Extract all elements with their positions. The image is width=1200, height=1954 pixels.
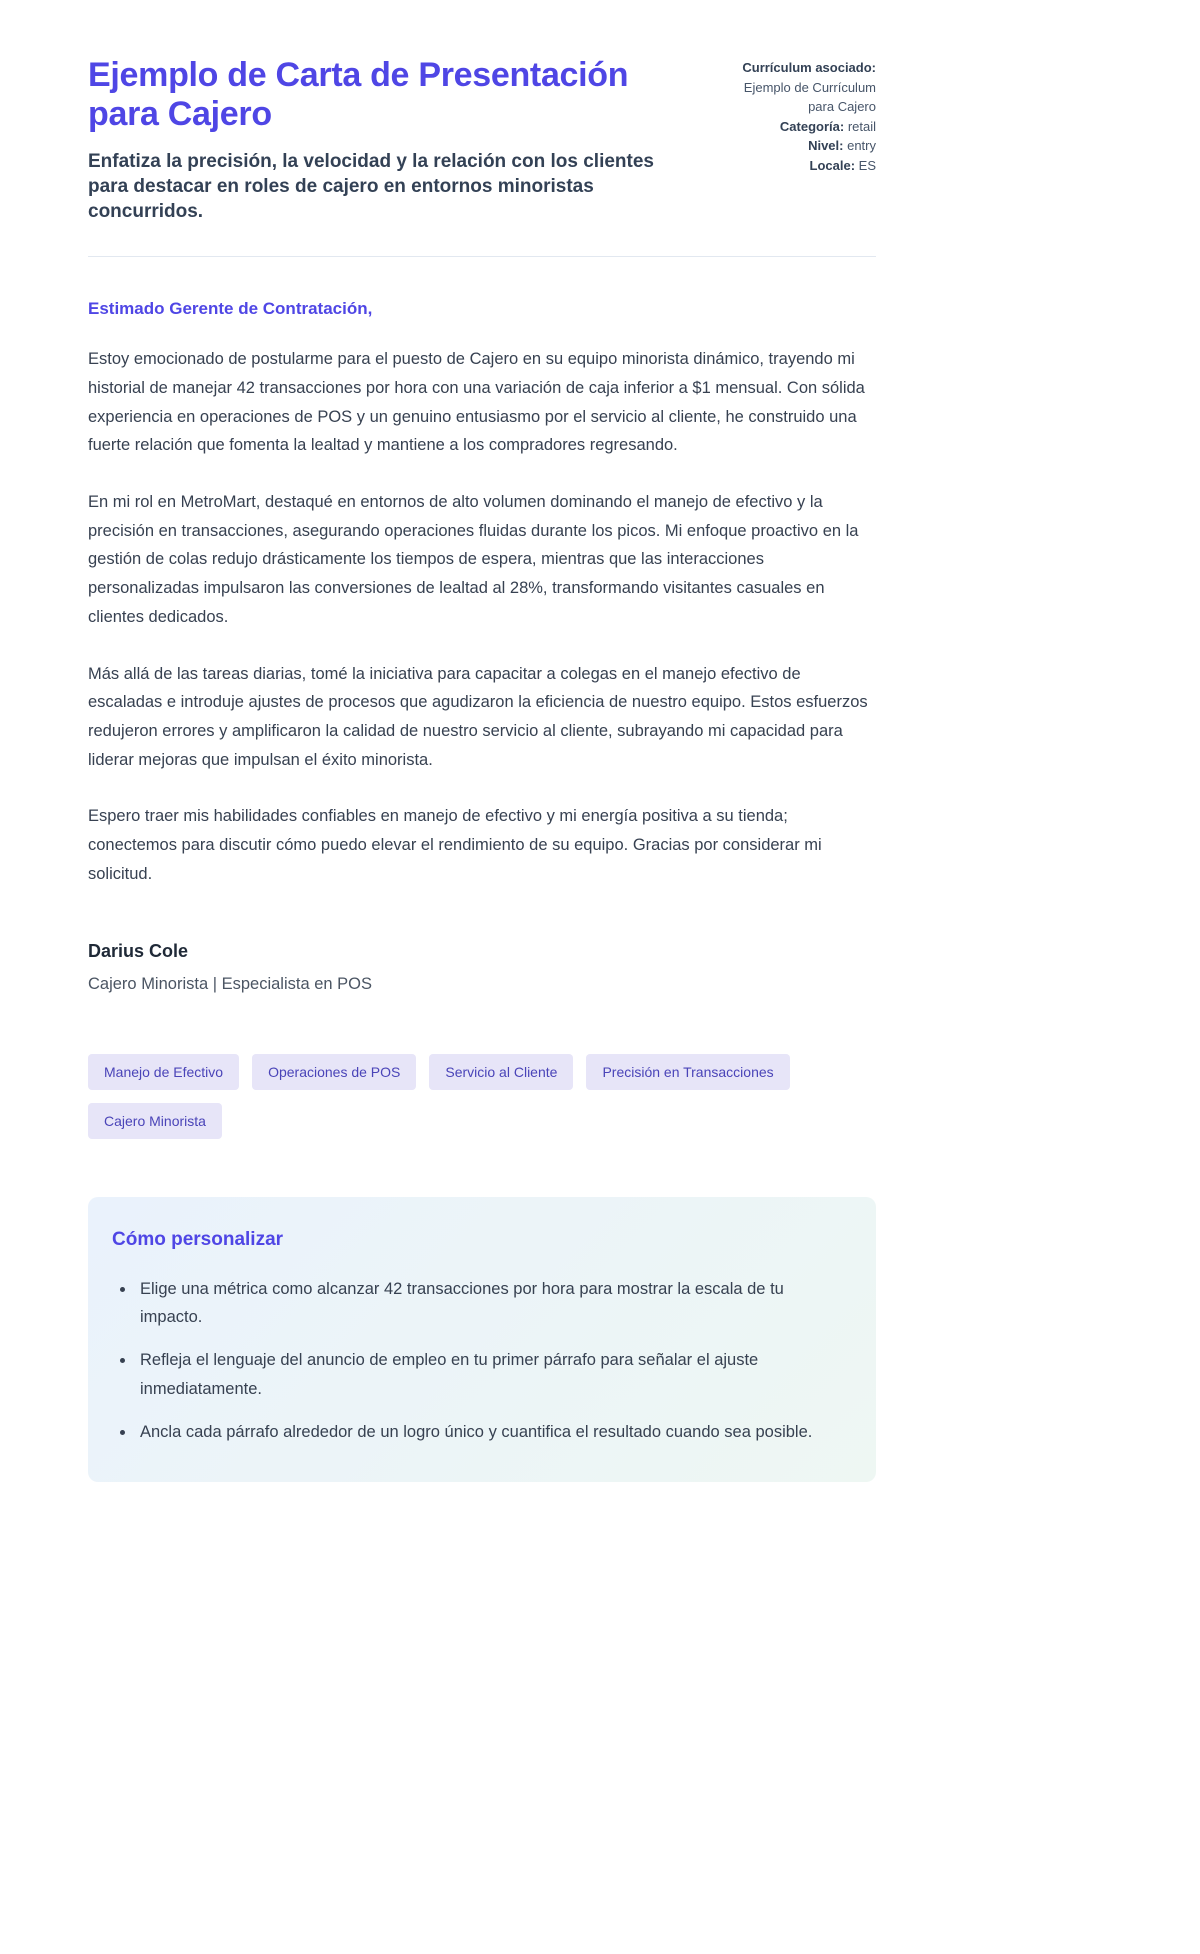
meta-value: retail xyxy=(847,118,876,134)
meta-row-categoria xyxy=(718,117,876,137)
tips-list xyxy=(112,1275,836,1447)
header-main xyxy=(88,56,688,224)
meta-value: Ejemplo de Currículum para Cajero xyxy=(743,79,876,114)
tip-item-2: • Refleja el lenguaje del anuncio de empleo en tu primer párrafo para señalar el ajuste inmediatamente. xyxy=(136,1346,836,1403)
tag-chip-servicio-al-cliente[interactable]: Servicio al Cliente xyxy=(429,1054,573,1090)
letter-body xyxy=(88,299,876,993)
letter-paragraph-3: Más allá de las tareas diarias, tomé la iniciativa para capacitar a colegas en el manejo efectivo de escaladas e introduje ajustes de procesos que agudizaron la eficiencia de nuestro equipo. Estos esfuerzos redujeron errores y amplificaron la calidad de nuestro servicio al cliente, subrayando mi capacidad para liderar mejoras que impulsan el éxito minorista. xyxy=(88,664,868,769)
signature-role: Cajero Minorista | Especialista en POS xyxy=(88,974,372,993)
tag-chip-cajero-minorista[interactable]: Cajero Minorista xyxy=(88,1103,222,1139)
divider xyxy=(88,256,876,257)
signature-block xyxy=(88,941,876,994)
meta-value: ES xyxy=(858,157,876,173)
tag-chip-precision-en-transacciones[interactable]: Precisión en Transacciones xyxy=(586,1054,789,1090)
signature-name: Darius Cole xyxy=(88,940,189,961)
tag-chip-operaciones-de-pos[interactable]: Operaciones de POS xyxy=(252,1054,416,1090)
meta-label: Categoría: xyxy=(779,118,845,134)
header xyxy=(88,56,876,224)
meta-block xyxy=(718,56,876,175)
tip-item-1: • Elige una métrica como alcanzar 42 transacciones por hora para mostrar la escala de tu impacto. xyxy=(136,1275,836,1332)
letter-paragraph-2: En mi rol en MetroMart, destaqué en entornos de alto volumen dominando el manejo de efectivo y la precisión en transacciones, asegurando operaciones fluidas durante los picos. Mi enfoque proactivo en la gestión de colas redujo drásticamente los tiempos de espera, mientras que las interacciones personalizadas impulsaron las conversiones de lealtad al 28%, transformando visitantes casuales en clientes dedicados. xyxy=(88,493,859,626)
meta-row-locale xyxy=(718,156,876,176)
tag-chip-manejo-de-efectivo[interactable]: Manejo de Efectivo xyxy=(88,1054,239,1090)
tips-title: Cómo personalizar xyxy=(112,1228,284,1250)
meta-row-nivel xyxy=(718,136,876,156)
meta-label: Locale: xyxy=(809,157,856,173)
meta-label: Currículum asociado: xyxy=(742,60,876,75)
letter-paragraph-1: Estoy emocionado de postularme para el puesto de Cajero en su equipo minorista dinámico, trayendo mi historial de manejar 42 transacciones por hora con una variación de caja inferior a $1 mensual. Con sólida experiencia en operaciones de POS y un genuino entusiasmo por el servicio al cliente, he construido una fuerte relación que fomenta la lealtad y mantiene a los compradores regresando. xyxy=(88,350,865,455)
meta-value: entry xyxy=(847,138,876,153)
letter-paragraph-4: Espero traer mis habilidades confiables en manejo de efectivo y mi energía positiva a su tienda; conectemos para discutir cómo puedo elevar el rendimiento de su equipo. Gracias por considerar mi solicitud. xyxy=(88,807,822,883)
page xyxy=(88,0,876,1954)
meta-label: Nivel: xyxy=(808,138,844,153)
page-subtitle: Enfatiza la precisión, la velocidad y la relación con los clientes para destacar en roles de cajero en entornos minoristas concurridos. xyxy=(88,151,654,222)
meta-row-curriculum xyxy=(718,58,876,117)
tips-box xyxy=(88,1197,876,1483)
tag-list xyxy=(88,1054,808,1139)
tip-item-3: • Ancla cada párrafo alrededor de un logro único y cuantifica el resultado cuando sea posible. xyxy=(136,1418,836,1446)
greeting: Estimado Gerente de Contratación, xyxy=(88,299,373,319)
page-title: Ejemplo de Carta de Presentación para Cajero xyxy=(88,56,629,134)
